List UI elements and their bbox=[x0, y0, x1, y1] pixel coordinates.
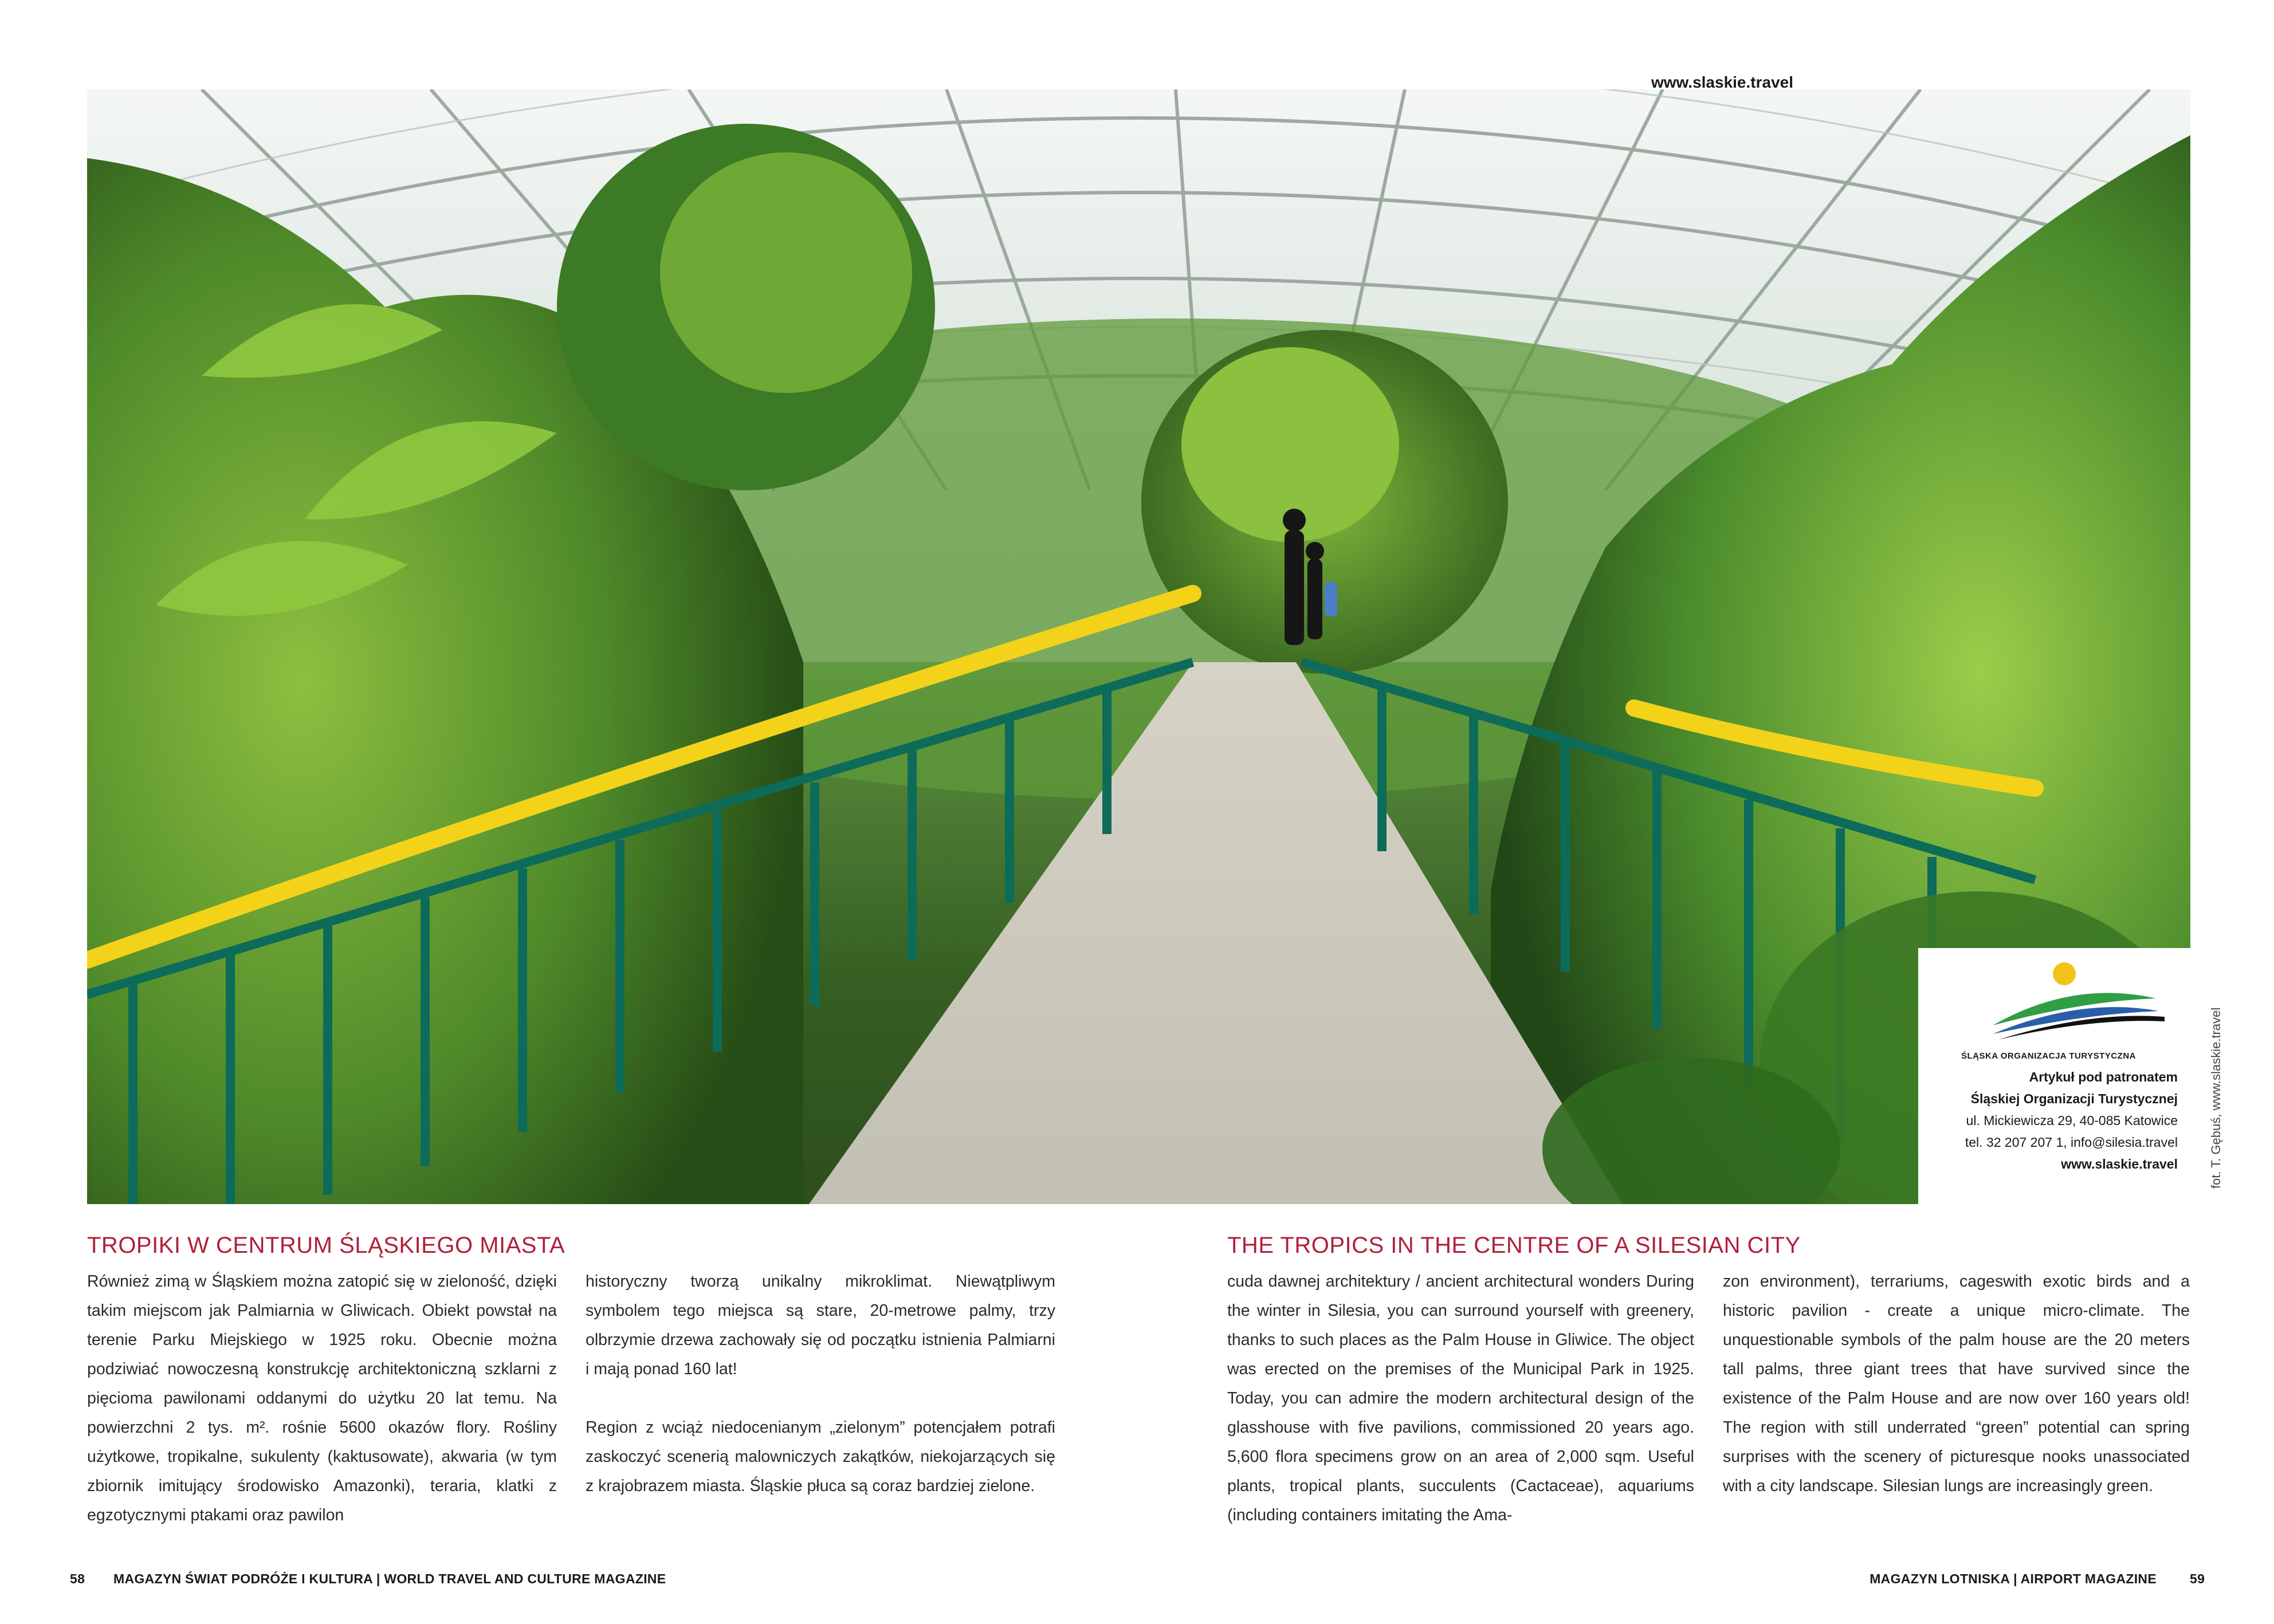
footer-left-page-number: 58 bbox=[70, 1571, 85, 1586]
english-paragraph-2: zon environment), terrariums, cageswith exotic birds and a historic pavilion - create a unique micro-climate. The unquestionable symbols of the palm house are the 20 meters tall palms, three giant trees that have survived since the existence of the Palm House and are now over 160 years old! The region with still underrated “green” potential can spring surprises with the scenery of picturesque nooks unassociated with a city landscape. Silesian lungs are increasingly green. bbox=[1723, 1272, 2190, 1495]
palm-house-photo bbox=[87, 89, 2190, 1204]
logo-url[interactable]: www.slaskie.travel bbox=[2061, 1157, 2178, 1171]
patronage-line-2: Śląskiej Organizacji Turystycznej bbox=[1970, 1091, 2178, 1106]
polish-paragraph-2: historyczny tworzą unikalny mikroklimat. Niewątpliwym symbolem tego miejsca są stare, 20-metrowe palmy, trzy olbrzymie drzewa zachowały się od początku istnienia Palmiarni i mają ponad 160 lat! bbox=[586, 1272, 1055, 1378]
org-name: ŚLĄSKA ORGANIZACJA TURYSTYCZNA bbox=[1961, 1051, 2136, 1061]
slaska-organizacja-logo bbox=[1918, 948, 2190, 1048]
footer-left-title: MAGAZYN ŚWIAT PODRÓŻE I KULTURA | WORLD TRAVEL AND CULTURE MAGAZINE bbox=[113, 1571, 666, 1586]
patronage-line-1: Artykuł pod patronatem bbox=[2029, 1069, 2178, 1084]
english-column-2 bbox=[1723, 1267, 2190, 1501]
address-line: ul. Mickiewicza 29, 40-085 Katowice bbox=[1966, 1113, 2178, 1128]
contact-line: tel. 32 207 207 1, info@silesia.travel bbox=[1965, 1135, 2178, 1150]
polish-heading: TROPIKI W CENTRUM ŚLĄSKIEGO MIASTA bbox=[87, 1233, 565, 1258]
polish-paragraph-1: Również zimą w Śląskiem można zatopić się w zieloność, dzięki takim miejscom jak Palmiarnia w Gliwicach. Obiekt powstał na terenie Parku Miejskiego w 1925 roku. Obecnie można podziwiać nowoczesną konstrukcję architektoniczną szklarni z pięcioma pawilonami oddanymi do użytku 20 lat temu. Na powierzchni 2 tys. m². rośnie 5600 okazów flory. Rośliny użytkowe, tropikalne, sukulenty (kaktusowate), akwaria (w tym zbiornik imitujący środowisko Amazonki), teraria, klatki z egzotycznymi ptakami oraz pawilon bbox=[87, 1272, 557, 1524]
footer-right-title: MAGAZYN LOTNISKA | AIRPORT MAGAZINE bbox=[1870, 1571, 2157, 1586]
polish-column-2 bbox=[586, 1267, 1055, 1501]
polish-column-1 bbox=[87, 1267, 557, 1530]
english-paragraph-1: cuda dawnej architektury / ancient architectural wonders During the winter in Silesia, you can surround yourself with greenery, thanks to such places as the Palm House in Gliwice. The object was erected on the premises of the Municipal Park in 1925. Today, you can admire the modern architectural design of the glasshouse with five pavilions, commissioned 20 years ago. 5,600 flora specimens grow on an area of 2,000 sqm. Useful plants, tropical plants, succulents (Cactaceae), aquariums (including containers imitating the Ama- bbox=[1227, 1272, 1694, 1524]
patronage-box bbox=[1918, 948, 2190, 1206]
polish-paragraph-3: Region z wciąż niedocenianym „zielonym” potencjałem potrafi zaskoczyć scenerią malowniczych zakątków, niekojarzących się z krajobrazem miasta. Śląskie płuca są coraz bardziej zielone. bbox=[586, 1418, 1055, 1495]
site-url-top[interactable]: www.slaskie.travel bbox=[1651, 73, 1793, 91]
photo-credit: fot. T. Gębuś, www.slaskie.travel bbox=[2209, 1007, 2223, 1189]
english-column-1 bbox=[1227, 1267, 1694, 1530]
footer-right-page-number: 59 bbox=[2190, 1571, 2205, 1586]
english-heading: THE TROPICS IN THE CENTRE OF A SILESIAN CITY bbox=[1227, 1233, 1801, 1258]
